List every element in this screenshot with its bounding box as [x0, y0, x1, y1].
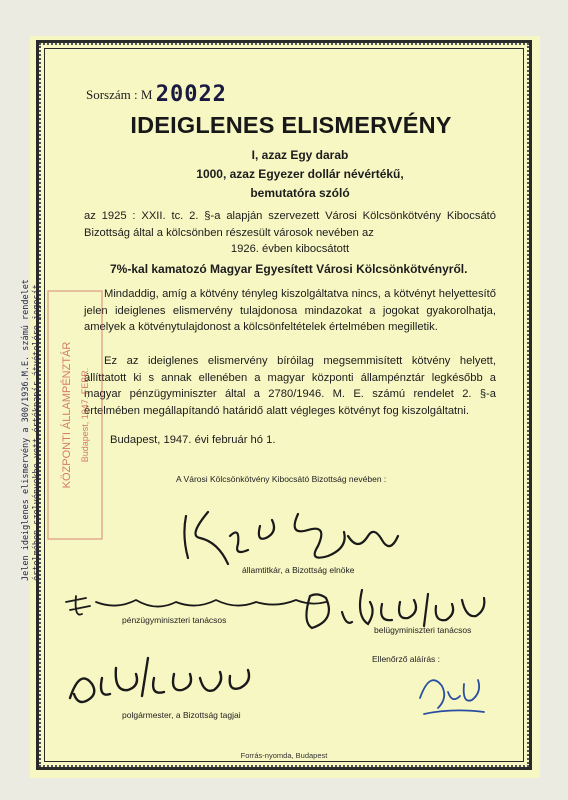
side-note-line-1: Jelen ideiglenes elismervény a 300/1936.M.E. számú rendelet	[21, 279, 31, 581]
side-note	[21, 281, 43, 581]
mayor-caption: polgármester, a Bizottság tagjai	[122, 710, 241, 720]
chairman-caption: államtitkár, a Bizottság elnöke	[242, 565, 355, 575]
quantity-line: I, azaz Egy darab	[251, 148, 349, 162]
stamp-text-2: Budapest, 1947. FEBR.	[80, 367, 90, 463]
legal-basis-text: az 1925 : XXII. tc. 2. §-a alapján szervezett Városi Kölcsönkötvény Kibocsátó Bizottság által a kölcsönben részesült városok nevében az	[84, 210, 496, 239]
mayor-signature	[58, 648, 268, 712]
interior-counsellor-caption: belügyminiszteri tanácsos	[374, 625, 472, 635]
chairman-signature	[168, 496, 408, 576]
committee-line: A Városi Kölcsönkötvény Kibocsátó Bizottság nevében :	[176, 474, 387, 484]
finance-counsellor-caption: pénzügyminiszteri tanácsos	[122, 615, 227, 625]
denomination-line: 1000, azaz Egyezer dollár névértékű,	[196, 167, 404, 181]
document-title: IDEIGLENES ELISMERVÉNY	[130, 112, 452, 138]
control-signature	[412, 664, 492, 720]
rights-paragraph: Mindaddig, amíg a kötvény tényleg kiszolgáltatva nincs, a kötvényt helyettesítő jelen ideiglenes elismervény tulajdonosa mindazokat a jogokat gyakorolhatja, amelyek a kötvénytulajdonost a kölcsönfeltételek értelmében megilletik.	[84, 288, 496, 333]
serial-label: Sorszám : M	[86, 87, 153, 102]
issue-date: Budapest, 1947. évi február hó 1.	[110, 434, 276, 446]
issue-year-line: 1926. évben kibocsátott	[230, 243, 350, 255]
bond-name: 7%-kal kamatozó Magyar Egyesített Városi Kölcsönkötvényről.	[110, 262, 468, 276]
replacement-paragraph: Ez az ideiglenes elismervény bíróilag megsemmisített kötvény helyett, állíttatott ki s annak ellenében a magyar központi állampénztár legkésőbb a magyar pénzügyminiszter által a 2780/1946. M. E. számú rendelet 2. §-a értelmében megállapítandó határidő alatt végleges kötvényt fog kiszolgáltatni.	[84, 355, 496, 417]
legal-basis-paragraph	[84, 208, 496, 258]
serial-number	[86, 80, 227, 105]
serial-value: 20022	[155, 82, 227, 107]
stamp-text-1: KÖZPONTI ÁLLAMPÉNZTÁR	[61, 341, 73, 489]
printer-imprint: Forrás-nyomda, Budapest	[240, 751, 328, 760]
bearer-line: bemutatóra szóló	[250, 186, 350, 200]
treasury-stamp	[40, 285, 110, 545]
control-signature-label: Ellenőrző aláírás :	[372, 654, 441, 664]
side-note-line-2: értelmében szelvényekbe vett értékpapír átvételére jogosít	[32, 284, 42, 581]
